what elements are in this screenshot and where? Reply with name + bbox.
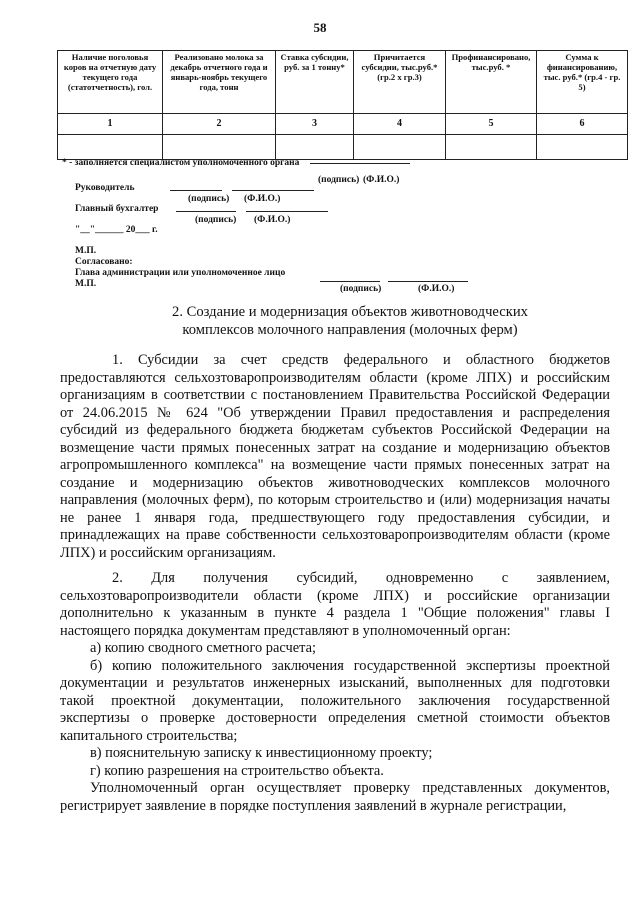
empty-cell: [163, 135, 276, 160]
podpis-label: (подпись): [340, 284, 382, 294]
podpis-label: (подпись): [195, 215, 237, 225]
signature-line: [320, 281, 380, 282]
list-item-b: б) копию положительного заключения государственной экспертизы проектной документации и результатов инженерных изысканий, выполненных для подготовки такой проектной документации, положительного заключения государственной экспертизы о проверке достоверности определения сметной стоимости объектов капитального строительства;: [60, 657, 610, 744]
fio-label: (Ф.И.О.): [244, 194, 281, 204]
fio-label: (Ф.И.О.): [418, 284, 455, 294]
paragraph-2: 2. Для получения субсидий, одновременно с заявлением, сельхозтоваропроизводители области (кроме ЛПХ) и российские организации дополнительно к указанным в пункте 4 раздела 1 "Общие положения" главы I настоящего порядка документам представляют в уполномоченный орган:: [60, 570, 610, 639]
empty-cell: [537, 135, 628, 160]
signature-line: [232, 190, 314, 191]
signature-line: [246, 211, 328, 212]
section-title-line: 2. Создание и модернизация объектов животноводческих: [172, 304, 528, 320]
fio-label: (Ф.И.О.): [254, 215, 291, 225]
table-header-cell: Профинансировано, тыс.руб. *: [446, 51, 537, 114]
paragraph-3: Уполномоченный орган осуществляет проверку представленных документов, регистрирует заявление в порядке поступления заявлений в журнале регистрации,: [60, 780, 610, 814]
empty-cell: [446, 135, 537, 160]
podpis-label: (подпись): [318, 175, 360, 185]
signature-line: [176, 211, 236, 212]
paragraph-1: 1. Субсидии за счет средств федерального и областного бюджетов предоставляются сельхозтоваропроизводителям области (кроме ЛПХ) и российским организациям в соответствии с постановлением Правительства Российской Федерации от 24.06.2015 № 624 "Об утверждении Правил предоставления и распределения субсидий из федерального бюджета бюджетам субъектов Российской Федерации на возмещение части прямых понесенных затрат на создание и модернизацию объектов агропромышленного комплекса" на возмещение части прямых понесенных затрат на создание и модернизацию объектов животноводческих комплексов молочного направления (молочных ферм), по которым строительство и (или) модернизация начаты не ранее 1 января года, предшествующего году предоставления субсидии, и принадлежащих на праве собственности сельхозтоваропроизводителям области (кроме ЛПХ) и российским организациям.: [60, 352, 610, 561]
stamp-label: М.П.: [75, 279, 97, 289]
head-admin-label: Глава администрации или уполномоченное лицо: [75, 268, 286, 278]
section-title-line: комплексов молочного направления (молочных ферм): [182, 322, 518, 338]
date-line: "__"______ 20___ г.: [75, 225, 158, 235]
fio-label: (Ф.И.О.): [363, 175, 400, 185]
stamp-label: М.П.: [75, 246, 97, 256]
column-number: 6: [537, 114, 628, 135]
table-header-cell: Причитается субсидии, тыс.руб.* (гр.2 х гр.3): [354, 51, 446, 114]
director-label: Руководитель: [75, 183, 135, 193]
list-item-g: г) копию разрешения на строительство объекта.: [90, 762, 384, 779]
signature-line: [388, 281, 468, 282]
empty-cell: [354, 135, 446, 160]
table-header-cell: Наличие поголовья коров на отчетную дату текущего года (статотчетность), гол.: [58, 51, 163, 114]
table-header-cell: Реализовано молока за декабрь отчетного года и январь-ноябрь текущего года, тонн: [163, 51, 276, 114]
column-number: 1: [58, 114, 163, 135]
table-header-cell: Ставка субсидии, руб. за 1 тонну*: [276, 51, 354, 114]
column-number: 3: [276, 114, 354, 135]
section-body: [60, 352, 610, 815]
list-item-v: в) пояснительную записку к инвестиционному проекту;: [90, 745, 433, 761]
signature-line: [170, 190, 222, 191]
column-number: 2: [163, 114, 276, 135]
agreed-label: Согласовано:: [75, 257, 133, 267]
empty-cell: [58, 135, 163, 160]
column-number: 5: [446, 114, 537, 135]
empty-cell: [276, 135, 354, 160]
table-header-cell: Сумма к финансированию, тыс. руб.* (гр.4 - гр. 5): [537, 51, 628, 114]
chief-accountant-label: Главный бухгалтер: [75, 204, 159, 214]
section-title: [60, 303, 640, 339]
column-number: 4: [354, 114, 446, 135]
list-item-a: а) копию сводного сметного расчета;: [90, 640, 316, 656]
signature-line: [310, 163, 410, 164]
podpis-label: (подпись): [188, 194, 230, 204]
footnote: * - заполняется специалистом уполномоченного органа: [62, 158, 300, 168]
subsidy-table: [57, 50, 628, 160]
page-number: 58: [313, 20, 327, 35]
